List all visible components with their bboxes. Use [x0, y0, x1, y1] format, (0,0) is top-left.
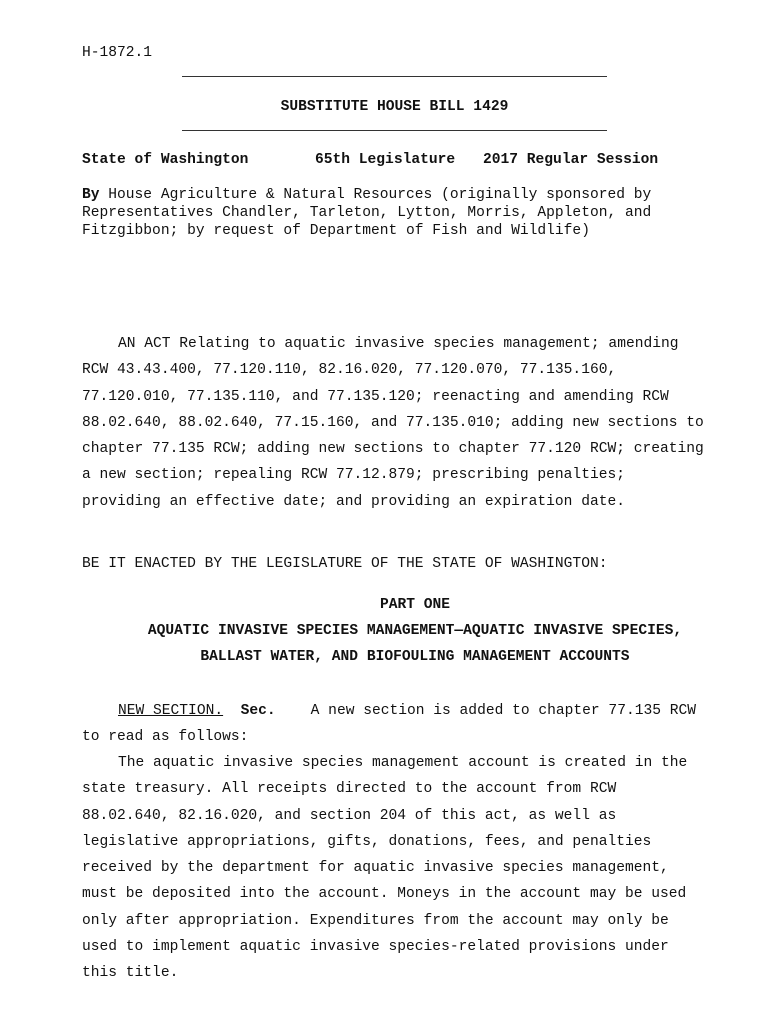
part-subheading-line1: AQUATIC INVASIVE SPECIES MANAGEMENT—AQUATIC INVASIVE SPECIES, [147, 623, 683, 639]
bill-draft-number: H-1872.1 [82, 45, 153, 61]
session-legislature: 65th Legislature [315, 152, 456, 168]
new-section-intro-text: A new section is added to chapter 77.135 RCW to read as follows: [82, 703, 697, 746]
enacting-clause: BE IT ENACTED BY THE LEGISLATURE OF THE STATE OF WASHINGTON: [82, 556, 608, 572]
session-state: State of Washington [82, 152, 249, 168]
section-sec-label: Sec. [240, 703, 276, 719]
sponsors-text: House Agriculture & Natural Resources (originally sponsored by Representatives Chandler, Tarleton, Lytton, Morris, Appleton, and Fitzgibbon; by request of Department of Fish and Wildlife) [82, 187, 652, 239]
bill-title: SUBSTITUTE HOUSE BILL 1429 [280, 99, 509, 115]
new-section-label: NEW SECTION. [118, 703, 224, 719]
session-name: 2017 Regular Session [483, 152, 659, 168]
part-subheading-line2: BALLAST WATER, AND BIOFOULING MANAGEMENT ACCOUNTS [200, 649, 630, 665]
act-title-paragraph: AN ACT Relating to aquatic invasive species management; amending RCW 43.43.400, 77.120.110, 82.16.020, 77.120.070, 77.135.160, 77.120.010, 77.135.110, and 77.135.120; reenacting and amending RCW 88.02.640, 88.02.640, 77.15.160, and 77.135.010; adding new sections to chapter 77.135 RCW; adding new sections to chapter 77.120 RCW; creating a new section; repealing RCW 77.12.879; prescribing penalties; providing an effective date; and providing an expiration date. [82, 336, 704, 510]
sponsors-paragraph [82, 186, 712, 240]
sponsors-by-label: By [82, 187, 100, 203]
title-rule-top [182, 76, 607, 77]
title-rule-bottom [182, 130, 607, 131]
section-body-paragraph: The aquatic invasive species management account is created in the state treasury. All receipts directed to the account from RCW 88.02.640, 82.16.020, and section 204 of this act, as well as legislative appropriations, gifts, donations, fees, and penalties received by the department for aquatic invasive species management, must be deposited into the account. Moneys in the account may be used only after appropriation. Expenditures from the account may only be used to implement aquatic invasive species-related provisions under this title. [82, 755, 688, 982]
new-section-intro [82, 698, 712, 751]
part-heading: PART ONE [379, 597, 451, 613]
